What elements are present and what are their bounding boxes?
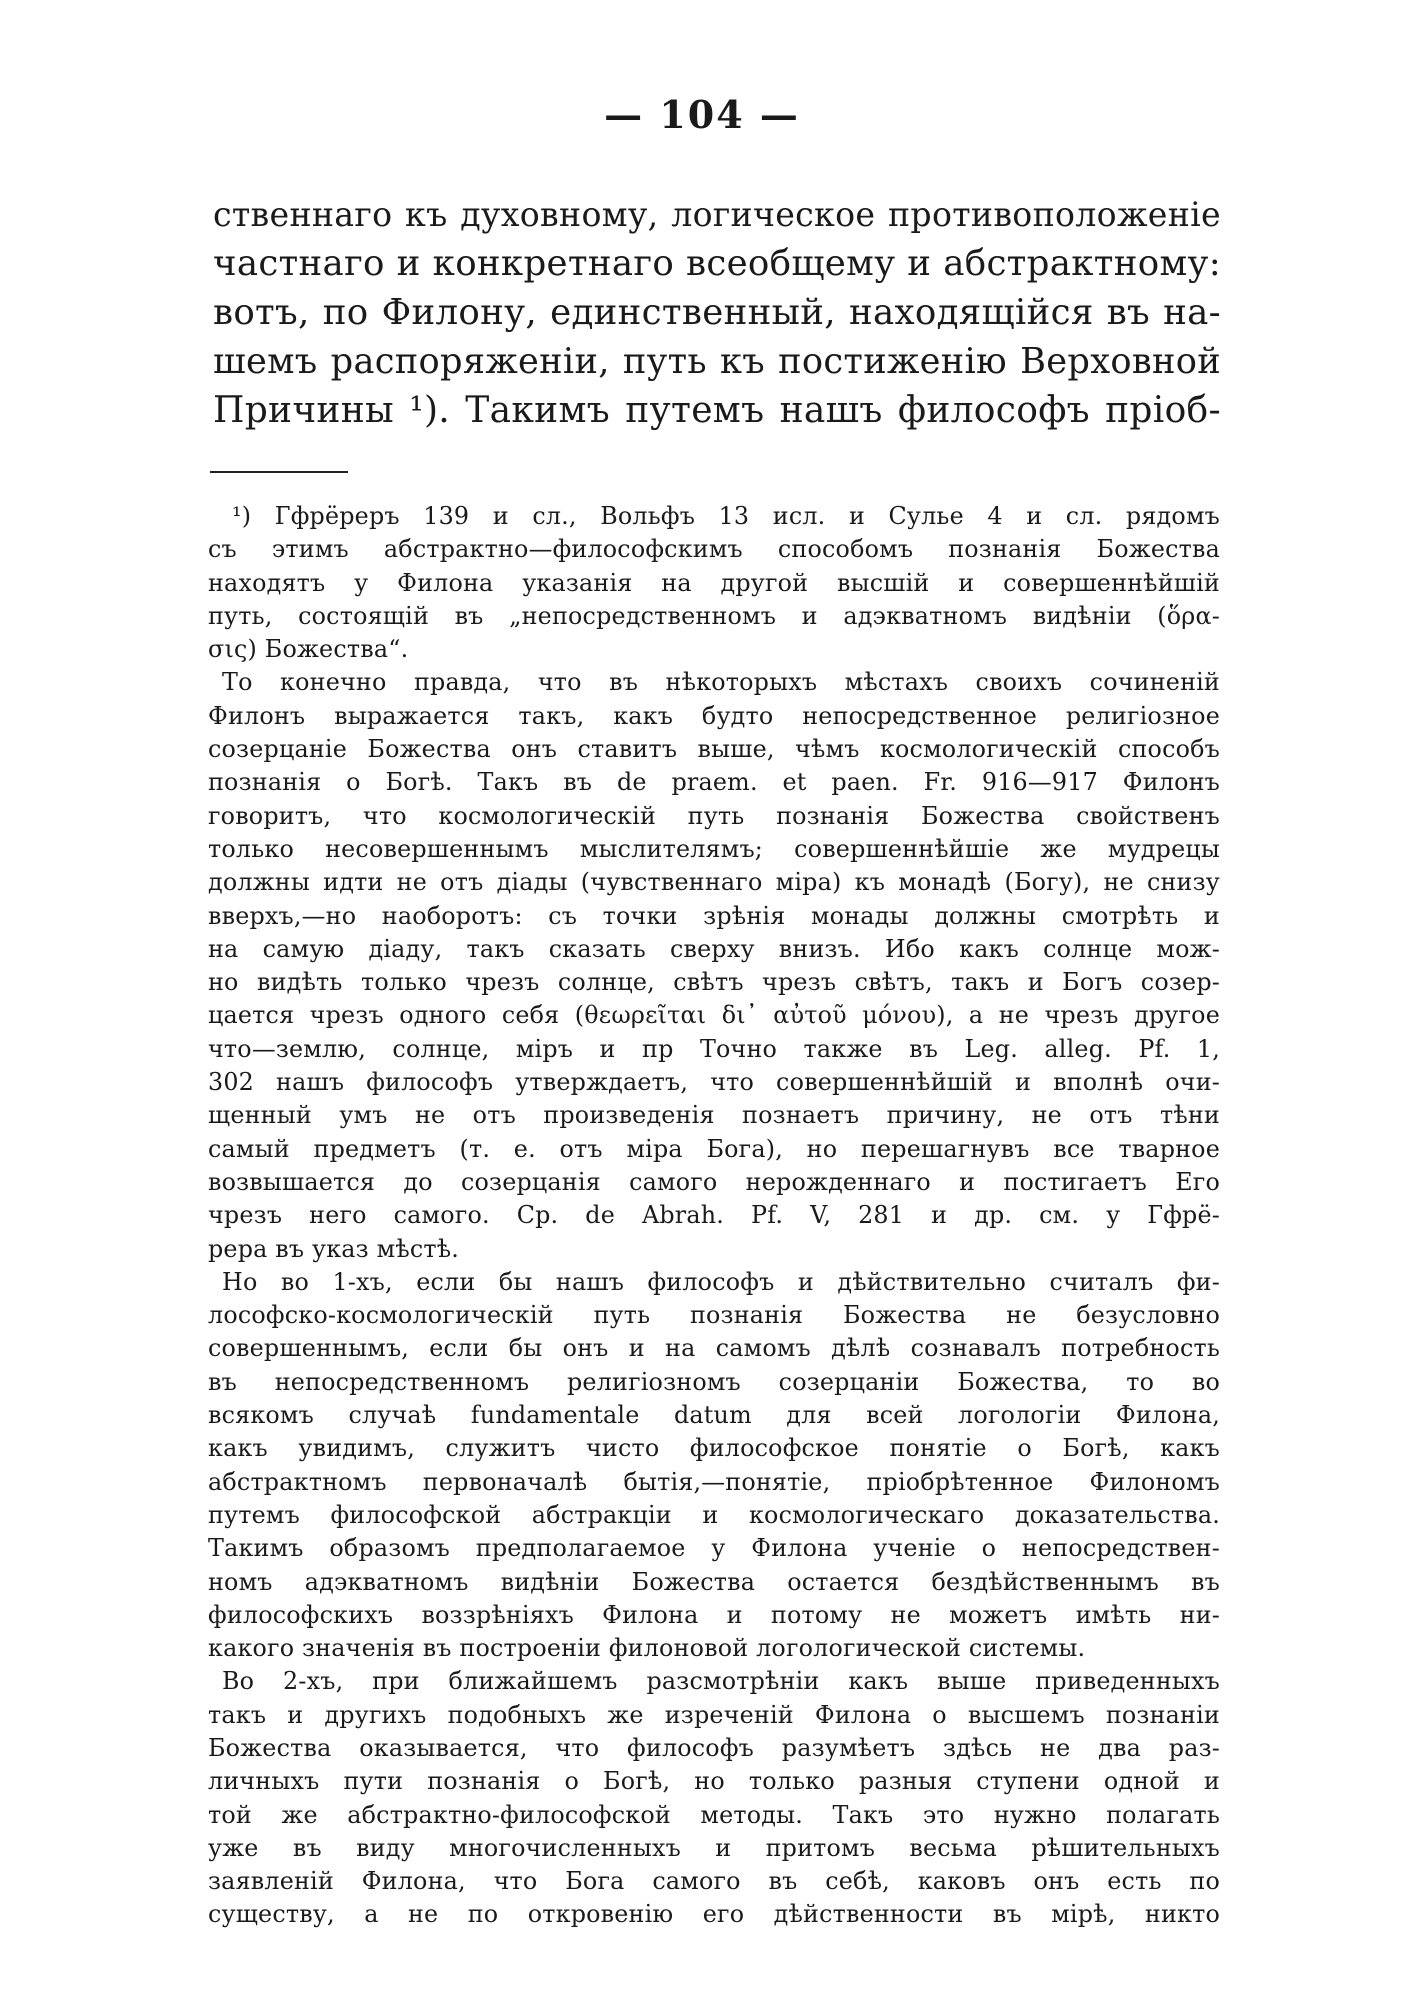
- main-line: ственнаго къ духовному, логическое противоположеніе: [213, 195, 1221, 234]
- footnote-line: должны идти не отъ діады (чувственнаго міра) къ монадѣ (Богу), не снизу: [208, 868, 1220, 897]
- footnote-line: Во 2-хъ, при ближайшемъ разсмотрѣніи какъ выше приведенныхъ: [222, 1667, 1220, 1696]
- footnote-line: всякомъ случаѣ fundamentale datum для всей логологіи Филона,: [208, 1401, 1220, 1430]
- footnote-line: σις) Божества“.: [208, 635, 409, 664]
- footnote-line: чрезъ него самого. Ср. de Abrah. Pf. V, 281 и др. см. у Гфрё-: [208, 1201, 1220, 1230]
- footnote-line: Такимъ образомъ предполагаемое у Филона ученіе о непосредствен-: [208, 1534, 1220, 1563]
- footnote-line: Но во 1-хъ, если бы нашъ философъ и дѣйствительно считалъ фи-: [222, 1267, 1220, 1296]
- footnote-line: путь, состоящій въ „непосредственномъ и адэкватномъ видѣніи (ὅρα-: [208, 601, 1220, 630]
- main-line: Причины ¹). Такимъ путемъ нашъ философъ пріоб-: [213, 390, 1221, 431]
- footnote: [208, 500, 1220, 1932]
- main-text: [213, 190, 1221, 435]
- footnote-line: абстрактномъ первоначалѣ бытія,—понятіе, пріобрѣтенное Филономъ: [208, 1467, 1220, 1496]
- footnote-line: путемъ философской абстракціи и космологическаго доказательства.: [208, 1500, 1220, 1529]
- footnote-line: созерцаніе Божества онъ ставитъ выше, чѣмъ космологическій способъ: [208, 735, 1220, 764]
- footnote-line: номъ адэкватномъ видѣніи Божества остается бездѣйственнымъ въ: [208, 1567, 1220, 1596]
- footnote-line: вверхъ,—но наоборотъ: съ точки зрѣнія монады должны смотрѣть и: [208, 901, 1220, 930]
- footnote-line: познанія о Богѣ. Такъ въ de praem. et paen. Fr. 916—917 Филонъ: [208, 768, 1220, 797]
- footnote-divider: [210, 471, 348, 473]
- footnote-line: лософско-космологическій путь познанія Божества не безусловно: [208, 1301, 1220, 1330]
- main-line: вотъ, по Филону, единственный, находящійся въ на-: [213, 292, 1221, 333]
- footnote-line: какого значенія въ построеніи филоновой логологической системы.: [208, 1634, 1086, 1663]
- footnote-line: То конечно правда, что въ нѣкоторыхъ мѣстахъ своихъ сочиненій: [222, 668, 1220, 697]
- main-line: частнаго и конкретнаго всеобщему и абстрактному:: [213, 243, 1221, 284]
- footnote-line: находятъ у Филона указанія на другой высшій и совершеннѣйшій: [208, 568, 1220, 597]
- main-line: шемъ распоряженіи, путь къ постиженію Верховной: [213, 341, 1221, 382]
- footnote-line: Филонъ выражается такъ, какъ будто непосредственное религіозное: [208, 701, 1220, 730]
- footnote-line: возвышается до созерцанія самого нерожденнаго и постигаетъ Его: [208, 1167, 1220, 1196]
- footnote-line: на самую діаду, такъ сказать сверху внизъ. Ибо какъ солнце мож-: [208, 934, 1220, 963]
- footnote-line: какъ увидимъ, служитъ чисто философское понятіе о Богѣ, какъ: [208, 1434, 1220, 1463]
- footnote-line: съ этимъ абстрактно—философскимъ способомъ познанія Божества: [208, 535, 1220, 564]
- footnote-line: Божества оказывается, что философъ разумѣетъ здѣсь не два раз-: [208, 1733, 1220, 1762]
- footnote-line: существу, а не по откровенію его дѣйственности въ мірѣ, никто: [208, 1900, 1220, 1929]
- footnote-line: что—землю, солнце, міръ и пр Точно также въ Leg. alleg. Pf. 1,: [208, 1034, 1220, 1063]
- footnote-line: уже въ виду многочисленныхъ и притомъ весьма рѣшительныхъ: [208, 1833, 1220, 1862]
- footnote-line: ¹) Гфрёреръ 139 и сл., Вольфъ 13 исл. и Сулье 4 и сл. рядомъ: [232, 502, 1220, 530]
- footnote-line: рера въ указ мѣстѣ.: [208, 1234, 460, 1263]
- footnote-line: только несовершеннымъ мыслителямъ; совершеннѣйшіе же мудрецы: [208, 834, 1220, 863]
- footnote-line: въ непосредственномъ религіозномъ созерцаніи Божества, то во: [208, 1367, 1220, 1396]
- footnote-line: совершеннымъ, если бы онъ и на самомъ дѣлѣ сознавалъ потребность: [208, 1334, 1220, 1363]
- footnote-line: такъ и другихъ подобныхъ же изреченій Филона о высшемъ познаніи: [208, 1700, 1220, 1729]
- footnote-line: той же абстрактно-философской методы. Такъ это нужно полагать: [208, 1800, 1220, 1829]
- footnote-line: 302 нашъ философъ утверждаетъ, что совершеннѣйшій и вполнѣ очи-: [208, 1068, 1220, 1097]
- footnote-line: щенный умъ не отъ произведенія познаетъ причину, не отъ тѣни: [208, 1101, 1220, 1130]
- footnote-line: говоритъ, что космологическій путь познанія Божества свойственъ: [208, 801, 1220, 830]
- footnote-line: но видѣть только чрезъ солнце, свѣтъ чрезъ свѣтъ, такъ и Богъ созер-: [208, 968, 1220, 997]
- footnote-line: личныхъ пути познанія о Богѣ, но только разныя ступени одной и: [208, 1767, 1220, 1796]
- page-number: — 104 —: [604, 92, 800, 137]
- footnote-line: самый предметъ (т. е. отъ міра Бога), но перешагнувъ все тварное: [208, 1134, 1220, 1163]
- footnote-line: цается чрезъ одного себя (θεωρεῖται δι᾽ αὐτοῦ μόνου), а не чрезъ другое: [208, 1001, 1220, 1030]
- footnote-line: философскихъ воззрѣніяхъ Филона и потому не можетъ имѣть ни-: [208, 1600, 1220, 1629]
- footnote-line: заявленій Филона, что Бога самого въ себѣ, каковъ онъ есть по: [208, 1867, 1220, 1896]
